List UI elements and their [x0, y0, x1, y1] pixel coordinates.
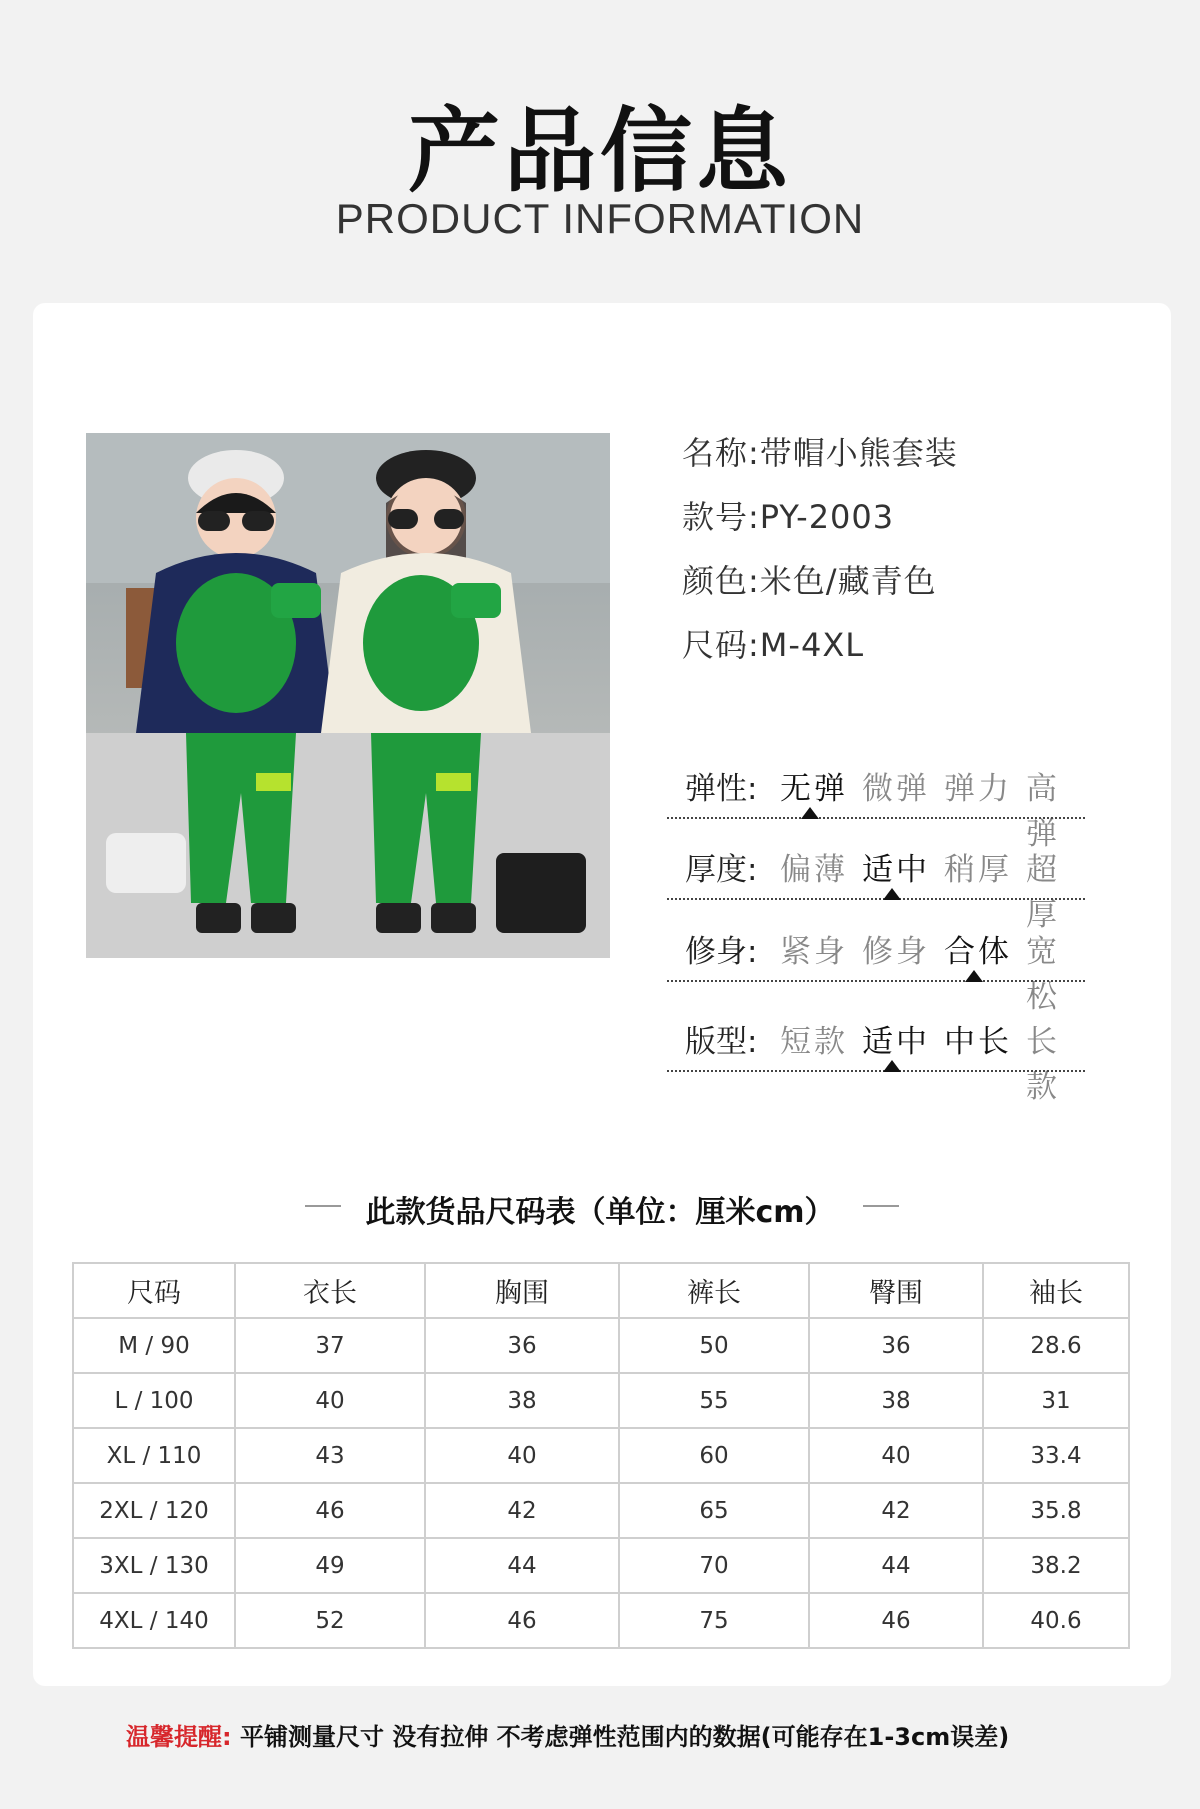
attr-option: 偏薄 [780, 852, 848, 888]
table-cell: 42 [425, 1483, 619, 1538]
table-cell: 65 [619, 1483, 809, 1538]
table-cell: 36 [425, 1318, 619, 1373]
table-header-cell: 袖长 [983, 1263, 1129, 1318]
table-header-cell: 衣长 [235, 1263, 425, 1318]
info-name: 名称:带帽小熊套装 [682, 434, 958, 472]
attr-thickness: 厚度: 偏薄 适中 稍厚 超厚 [667, 844, 1085, 924]
table-cell: 35.8 [983, 1483, 1129, 1538]
attr-option: 紧身 [780, 934, 848, 970]
table-cell: 43 [235, 1428, 425, 1483]
attr-elasticity: 弹性: 无弹 微弹 弹力 高弹 [667, 763, 1085, 843]
scale-line [667, 980, 1085, 982]
attr-option: 宽松 [1026, 934, 1060, 1015]
table-cell: 36 [809, 1318, 983, 1373]
tip-text: 平铺测量尺寸 没有拉伸 不考虑弹性范围内的数据(可能存在1-3cm误差) [231, 1723, 1010, 1751]
attr-option: 微弹 [862, 771, 930, 807]
table-row [73, 1538, 1129, 1593]
table-cell: 40 [809, 1428, 983, 1483]
attr-option: 修身 [862, 934, 930, 970]
attr-option: 超厚 [1026, 852, 1060, 933]
table-cell: 49 [235, 1538, 425, 1593]
table-row [73, 1318, 1129, 1373]
page-title: 产品信息 [407, 98, 792, 205]
table-cell: 75 [619, 1593, 809, 1648]
selection-marker [883, 1060, 901, 1072]
attr-option: 无弹 [780, 771, 848, 807]
attr-option: 短款 [780, 1024, 848, 1060]
title-dash-right [863, 1205, 899, 1207]
table-row [73, 1428, 1129, 1483]
attr-option: 适中 [862, 1024, 930, 1060]
attr-option: 长款 [1026, 1024, 1060, 1105]
table-header-cell: 裤长 [619, 1263, 809, 1318]
table-cell: 38.2 [983, 1538, 1129, 1593]
table-cell: L / 100 [73, 1373, 235, 1428]
attr-option: 弹力 [944, 771, 1012, 807]
table-row [73, 1483, 1129, 1538]
scale-line [667, 898, 1085, 900]
table-cell: 46 [809, 1593, 983, 1648]
table-cell: 42 [809, 1483, 983, 1538]
table-cell: 46 [425, 1593, 619, 1648]
table-row [73, 1593, 1129, 1648]
size-table [72, 1262, 1130, 1649]
table-cell: 40 [235, 1373, 425, 1428]
selection-marker [965, 970, 983, 982]
table-cell: 2XL / 120 [73, 1483, 235, 1538]
table-cell: 38 [809, 1373, 983, 1428]
info-size: 尺码:M-4XL [682, 626, 865, 664]
table-cell: 40 [425, 1428, 619, 1483]
info-color: 颜色:米色/藏青色 [682, 562, 937, 600]
table-cell: 46 [235, 1483, 425, 1538]
info-style-no: 款号:PY-2003 [682, 498, 895, 536]
attr-option: 稍厚 [944, 852, 1012, 888]
table-cell: 44 [425, 1538, 619, 1593]
table-cell: 55 [619, 1373, 809, 1428]
table-cell: 40.6 [983, 1593, 1129, 1648]
measurement-tip [126, 1717, 1009, 1752]
table-header-cell: 胸围 [425, 1263, 619, 1318]
table-cell: M / 90 [73, 1318, 235, 1373]
table-cell: 31 [983, 1373, 1129, 1428]
table-cell: 50 [619, 1318, 809, 1373]
page-subtitle: PRODUCT INFORMATION [335, 195, 865, 242]
table-cell: 70 [619, 1538, 809, 1593]
table-header-cell: 尺码 [73, 1263, 235, 1318]
table-cell: 44 [809, 1538, 983, 1593]
table-cell: 4XL / 140 [73, 1593, 235, 1648]
tip-label: 温馨提醒: [126, 1723, 232, 1751]
selection-marker [801, 807, 819, 819]
attr-option: 适中 [862, 852, 930, 888]
table-cell: 52 [235, 1593, 425, 1648]
table-header-cell: 臀围 [809, 1263, 983, 1318]
scale-line [667, 817, 1085, 819]
table-cell: 28.6 [983, 1318, 1129, 1373]
attr-option: 合体 [944, 934, 1012, 970]
scale-line [667, 1070, 1085, 1072]
table-cell: 38 [425, 1373, 619, 1428]
attr-option: 中长 [944, 1024, 1012, 1060]
table-cell: 3XL / 130 [73, 1538, 235, 1593]
table-header-row [73, 1263, 1129, 1318]
attr-length: 版型: 短款 适中 中长 长款 [667, 1016, 1085, 1096]
size-table-title: 此款货品尺码表（单位：厘米cm） [365, 1195, 835, 1230]
table-cell: 33.4 [983, 1428, 1129, 1483]
selection-marker [883, 888, 901, 900]
product-photo [86, 433, 610, 958]
attr-fit: 修身: 紧身 修身 合体 宽松 [667, 926, 1085, 1006]
table-cell: XL / 110 [73, 1428, 235, 1483]
attr-option: 高弹 [1026, 771, 1060, 852]
table-row [73, 1373, 1129, 1428]
table-cell: 37 [235, 1318, 425, 1373]
table-cell: 60 [619, 1428, 809, 1483]
